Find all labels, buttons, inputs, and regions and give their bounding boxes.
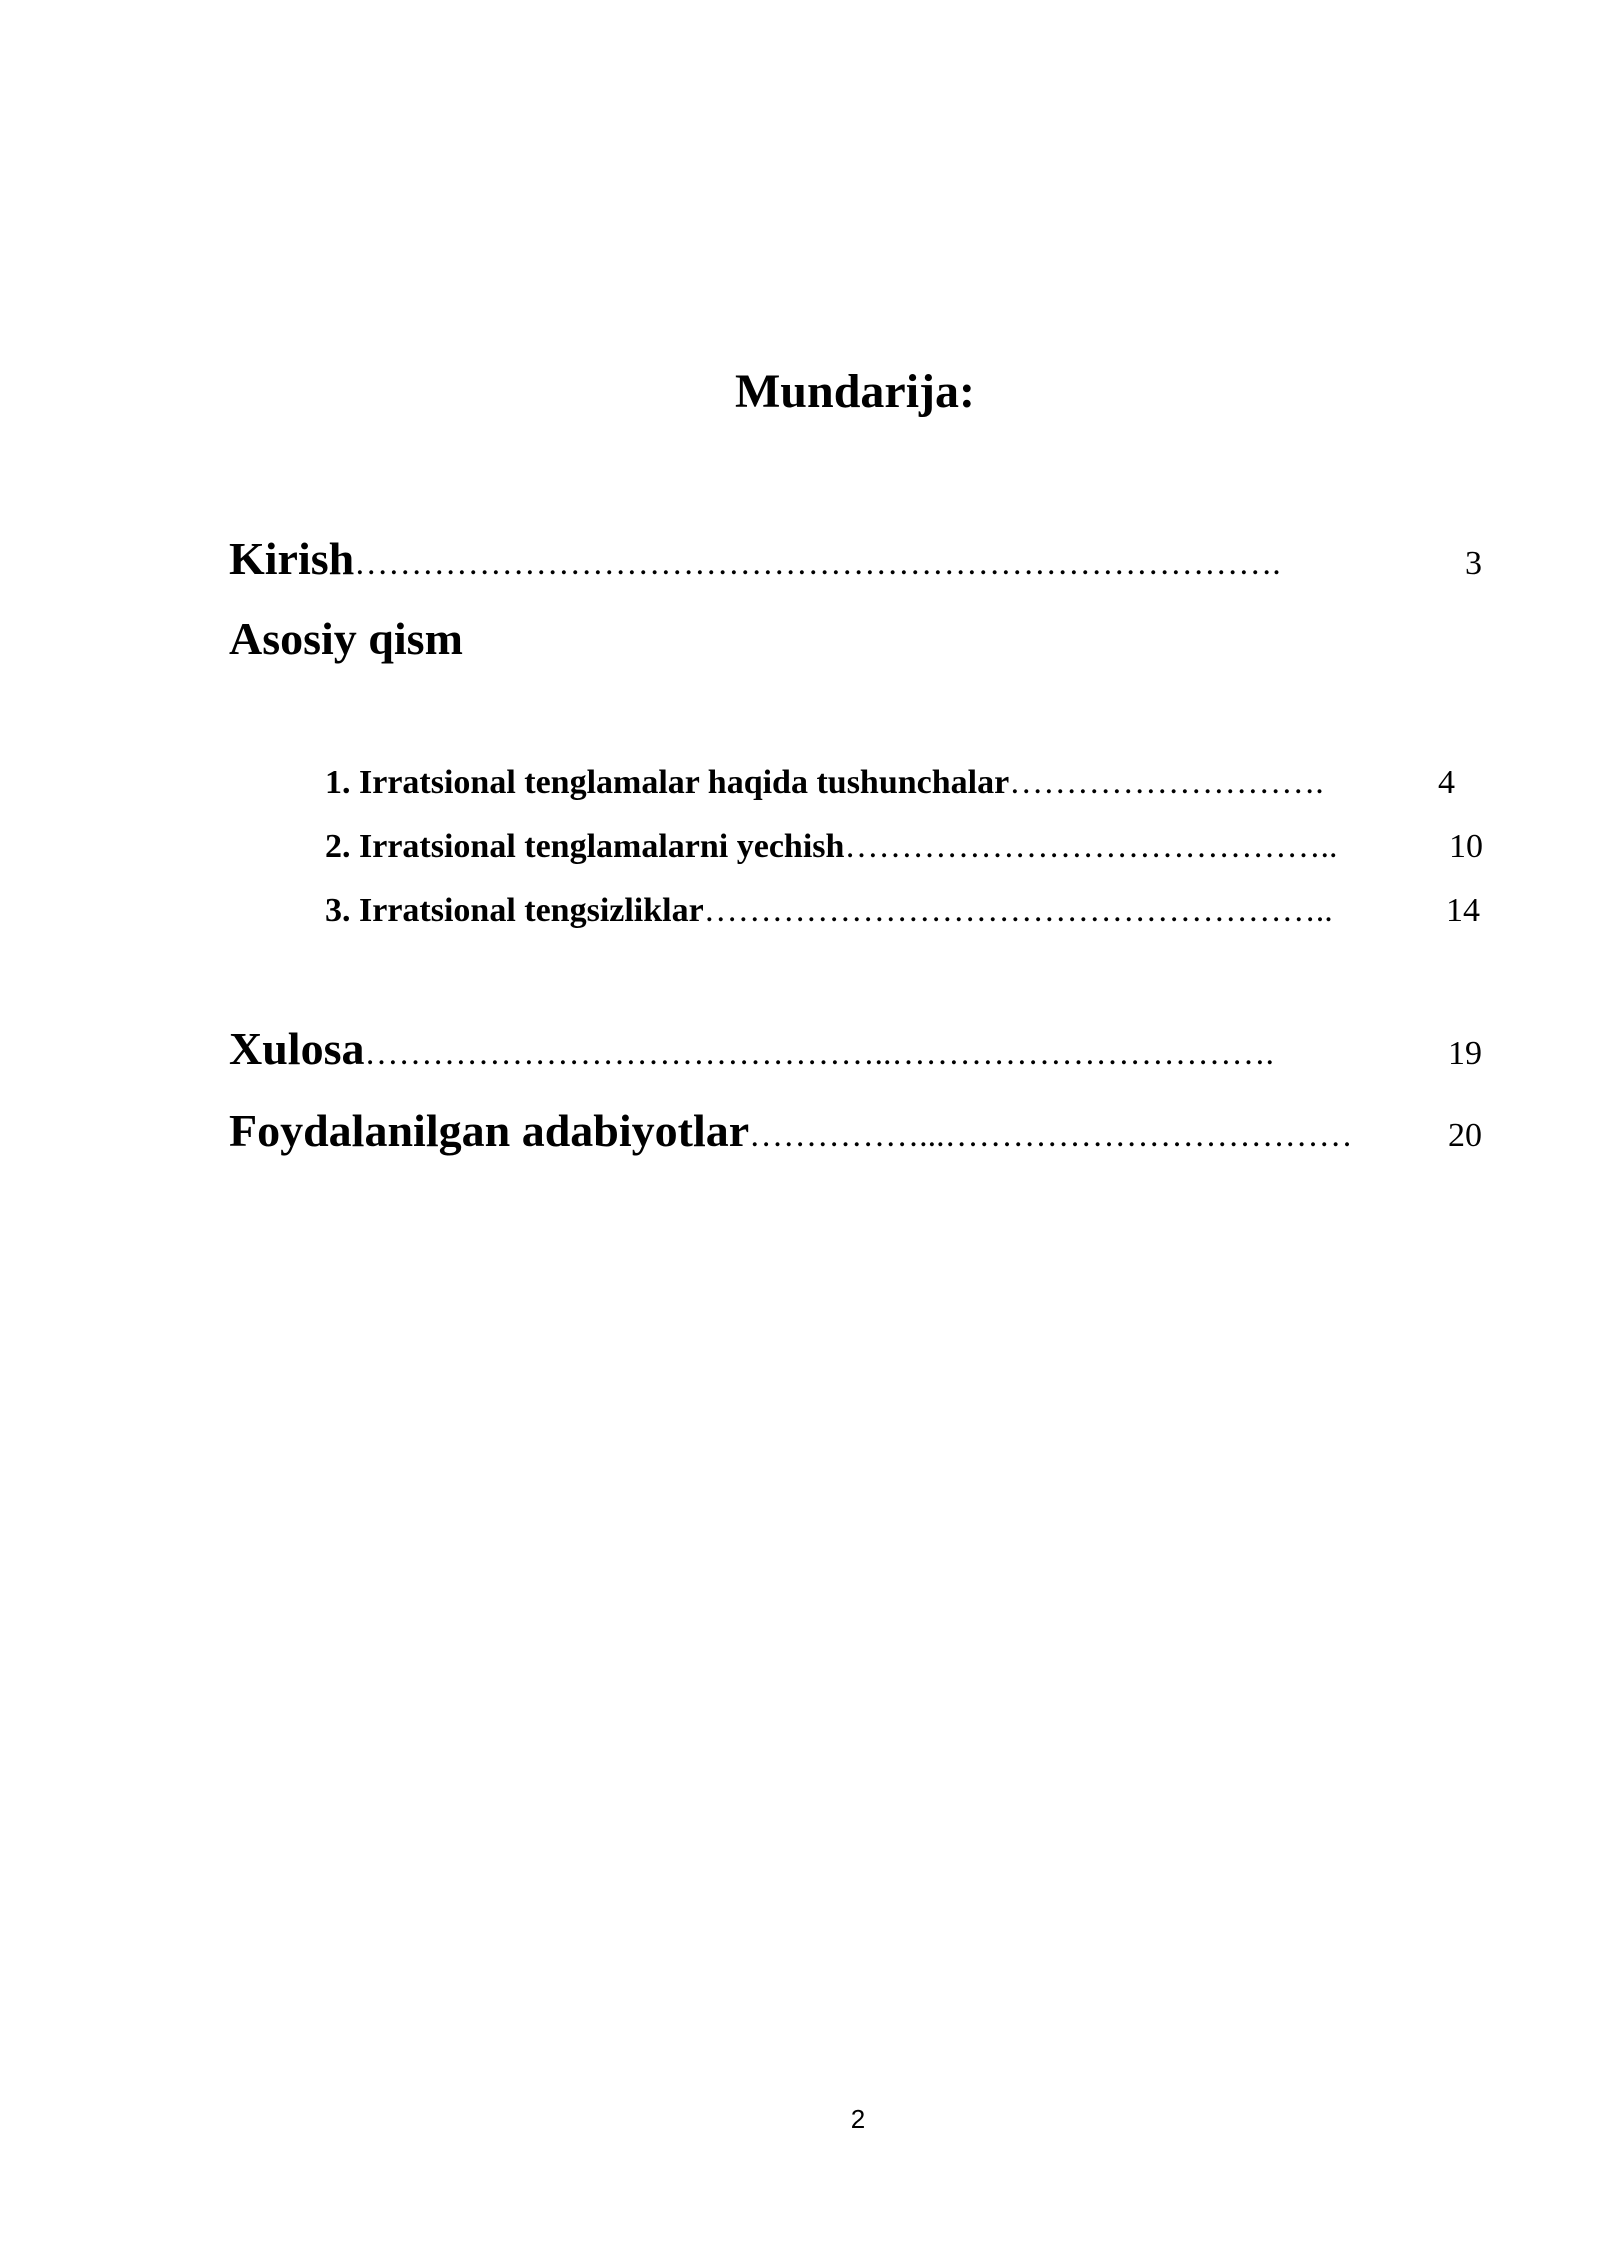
toc-page-number: 3 (1465, 545, 1482, 582)
toc-page-number: 20 (1448, 1117, 1482, 1154)
toc-leader-dots: ………………………………………..……………………………. (364, 1035, 1274, 1072)
toc-label: 1. Irratsional tenglamalar haqida tushunchalar (325, 764, 1010, 801)
toc-page-number: 19 (1448, 1035, 1482, 1072)
toc-page-number: 10 (1449, 828, 1483, 865)
toc-leader-dots: ……………...……………………………… (749, 1117, 1353, 1154)
toc-label: 2. Irratsional tenglamalarni yechish (325, 828, 845, 865)
toc-page-number: 4 (1438, 764, 1455, 801)
toc-label: 3. Irratsional tengsizliklar (325, 892, 704, 929)
toc-entry-1[interactable] (325, 764, 1455, 802)
toc-entry-2[interactable] (325, 828, 1483, 866)
toc-leader-dots: ……………………………………………….. (703, 892, 1333, 929)
toc-entry-kirish[interactable] (229, 532, 1482, 585)
page-title: Mundarija: (735, 365, 975, 418)
toc-leader-dots: ………………………. (1009, 764, 1324, 801)
page-number: 2 (850, 2104, 866, 2134)
toc-label: Xulosa (229, 1023, 365, 1074)
toc-leader-dots: …………………………………….. (844, 828, 1338, 865)
toc-leader-dots: ………………………………………………………………………. (354, 545, 1281, 582)
toc-entry-foydalanilgan-adabiyotlar[interactable] (229, 1104, 1482, 1157)
toc-page-number: 14 (1446, 892, 1480, 929)
toc-label: Foydalanilgan adabiyotlar (229, 1105, 750, 1156)
toc-label: Kirish (229, 533, 355, 584)
toc-section-asosiy-qism: Asosiy qism (229, 613, 463, 664)
toc-entry-3[interactable] (325, 892, 1480, 930)
toc-entry-xulosa[interactable] (229, 1022, 1482, 1075)
